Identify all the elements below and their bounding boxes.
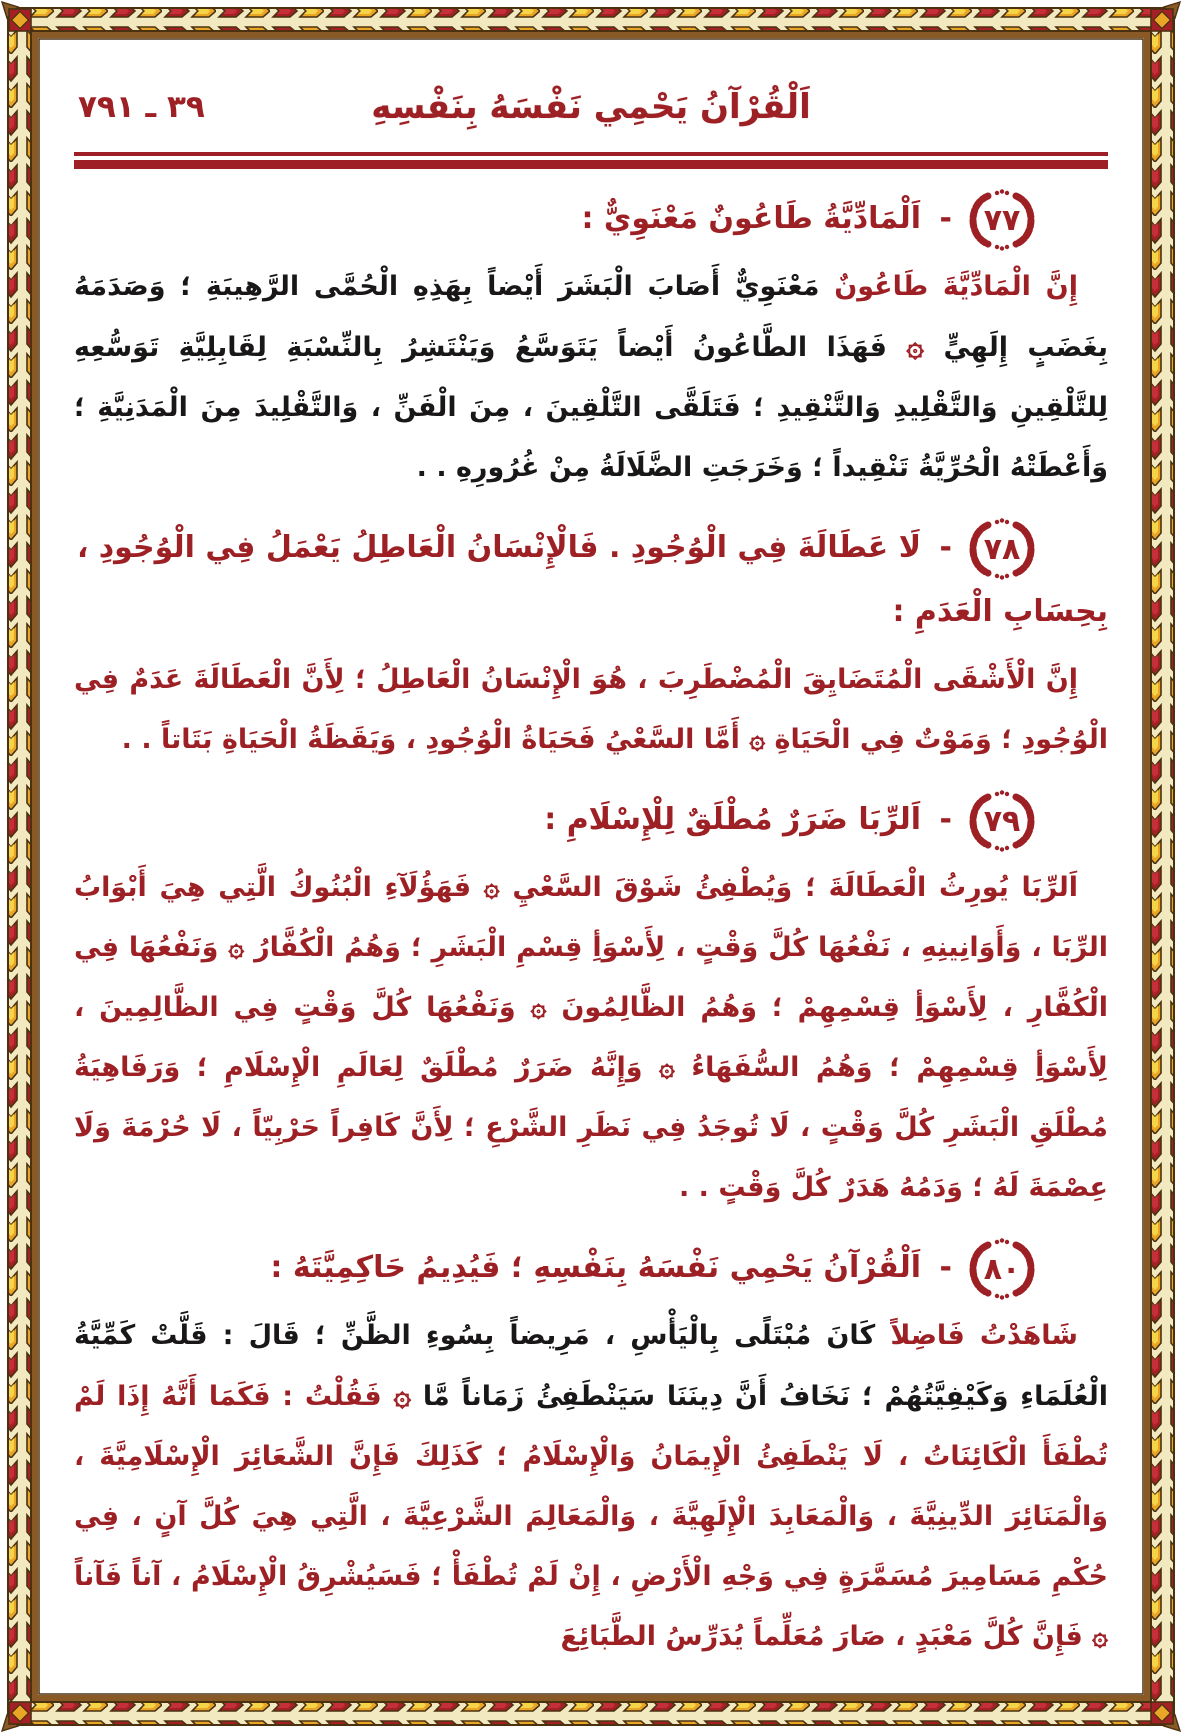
- paragraph: [74, 650, 1108, 770]
- section-79: [74, 788, 1108, 1218]
- page-numbers: ٣٩ ـ ٧٩١: [78, 89, 205, 125]
- page-content: [42, 42, 1140, 1691]
- section-number-medallion: [960, 189, 1044, 251]
- page-title: اَلْقُرْآنُ يَحْمِي نَفْسَهُ بِنَفْسِهِ: [371, 87, 811, 127]
- section-heading: [74, 788, 1108, 852]
- text-run-red: إِنَّ الْأَشْقَى الْمُتَضَايِقَ الْمُضْطَرِبَ ، هُوَ الْإِنْسَانُ الْعَاطِلُ ؛ لِأَنَّ الْعَطَالَةَ عَدَمٌ فِي الْوُجُودِ ؛ وَمَوْتٌ فِي الْحَيَاةِ ۞ أَمَّا السَّعْيُ فَحَيَاةُ الْوُجُودِ ، وَيَقَظَةُ الْحَيَاةِ بَتَاتاً . .: [74, 664, 1108, 755]
- paragraph: [74, 858, 1108, 1218]
- section-number-medallion: [960, 518, 1044, 580]
- paragraph: [74, 1306, 1108, 1667]
- section-number: ٧٨: [983, 531, 1021, 567]
- flower-ornament-icon: ۞: [393, 1378, 412, 1413]
- section-80: [74, 1236, 1108, 1667]
- section-number: ٧٩: [983, 803, 1021, 839]
- heading-text: اَلْمَادِّيَّةُ طَاعُونٌ مَعْنَوِيٌّ :: [581, 201, 922, 236]
- section-heading: [74, 187, 1108, 251]
- text-run-red: إِنَّ الْمَادِّيَّةَ طَاعُونٌ: [819, 271, 1078, 302]
- text-run-red: فَقُلْتُ : فَكَمَا أَنَّهُ إِذَا لَمْ تُطْفَأَ الْكَائِنَاتُ ، لَا يَنْطَفِئُ الْإِيمَانُ وَالْإِسْلَامُ ؛ كَذَلِكَ فَإِنَّ الشَّعَائِرَ الْإِسْلَامِيَّةَ ، وَالْمَنَائِرَ الدِّينِيَّةَ ، وَالْمَعَابِدَ الْإِلَهِيَّةَ ، وَالْمَعَالِمَ الشَّرْعِيَّةَ ، الَّتِي هِيَ كُلَّ آنٍ ، فِي حُكْمِ مَسَامِيرَ مُسَمَّرَةٍ فِي وَجْهِ الْأَرْضِ ، إِنْ لَمْ تُطْفَأْ ؛ فَسَيُشْرِقُ الْإِسْلَامُ ، آناً فَآناً ۞ فَإِنَّ كُلَّ مَعْبَدٍ ، صَارَ مُعَلِّماً يُدَرِّسُ الطَّبَائِعَ: [74, 1381, 1108, 1652]
- section-number-medallion: [960, 1238, 1044, 1300]
- section-77: [74, 187, 1108, 498]
- section-heading: [74, 1236, 1108, 1300]
- section-78: [74, 516, 1108, 770]
- section-number: ٧٧: [983, 202, 1021, 238]
- text-run-red: اَلرِّبَا يُورِثُ الْعَطَالَةَ ؛ وَيُطْفِئُ شَوْقَ السَّعْيِ ۞ فَهَؤُلَآءِ الْبُنُوكُ الَّتِي هِيَ أَبْوَابُ الرِّبَا ، وَأَوَانِينِهِ ، نَفْعُهَا كُلَّ وَقْتٍ ، لِأَسْوَأِ قِسْمِ الْبَشَرِ ؛ وَهُمُ الْكُفَّارُ ۞ وَنَفْعُهَا فِي الْكُفَّارِ ، لِأَسْوَأِ قِسْمِهِمْ ؛ وَهُمُ الظَّالِمُونَ ۞ وَنَفْعُهَا كُلَّ وَقْتٍ فِي الظَّالِمِينَ ، لِأَسْوَأِ قِسْمِهِمْ ؛ وَهُمُ السُّفَهَاءُ ۞ وَإِنَّهُ ضَرَرٌ مُطْلَقٌ لِعَالَمِ الْإِسْلَامِ ؛ وَرَفَاهِيَةُ مُطْلَقِ الْبَشَرِ كُلَّ وَقْتٍ ، لَا تُوجَدُ فِي نَظَرِ الشَّرْعِ ؛ لِأَنَّ كَافِراً حَرْبِيّاً ، لَا حُرْمَةَ وَلَا عِصْمَةَ لَهُ ؛ وَدَمُهُ هَدَرٌ كُلَّ وَقْتٍ . .: [74, 872, 1108, 1203]
- text-run-black: مَعْنَوِيٌّ أَصَابَ الْبَشَرَ أَيْضاً بِهَذِهِ الْحُمَّى الرَّهِيبَةِ ؛ وَصَدَمَهُ بِغَضَبٍ إِلَهِيٍّ: [74, 271, 1108, 363]
- header-rule-thin: [74, 152, 1108, 156]
- text-run-black: فَهَذَا الطَّاعُونُ أَيْضاً يَتَوَسَّعُ وَيَنْتَشِرُ بِالنِّسْبَةِ لِقَابِلِيَّةِ تَوَسُّعِهِ لِلتَّلْقِينِ وَالتَّقْلِيدِ وَالتَّنْقِيدِ ؛ فَتَلَقَّى التَّلْقِينَ ، مِنَ الْفَنِّ ، وَالتَّقْلِيدَ مِنَ الْمَدَنِيَّةِ ؛ وَأَعْطَتْهُ الْحُرِّيَّةُ تَنْقِيداً ؛ وَخَرَجَتِ الضَّلَالَةُ مِنْ غُرُورِهِ . .: [74, 332, 1108, 483]
- section-heading: [74, 516, 1108, 644]
- heading-dash: -: [939, 802, 952, 837]
- heading-dash: -: [939, 1250, 952, 1285]
- page-header: [74, 72, 1108, 142]
- heading-dash: -: [939, 201, 952, 236]
- text-run-black: كَانَ مُبْتَلًى بِالْيَأْسِ ، مَرِيضاً بِسُوءِ الظَّنِّ ؛ قَالَ : قَلَّتْ كَمِّيَّةُ الْعُلَمَاءِ وَكَيْفِيَّتُهُمْ ؛ نَخَافُ أَنَّ دِينَنَا سَيَنْطَفِئُ زَمَاناً مَّا: [74, 1320, 1108, 1412]
- heading-text: اَلرِّبَا ضَرَرٌ مُطْلَقٌ لِلْإِسْلَامِ :: [544, 802, 922, 837]
- heading-text: لَا عَطَالَةَ فِي الْوُجُودِ . فَالْإِنْسَانُ الْعَاطِلُ يَعْمَلُ فِي الْوُجُودِ ، بِحِسَابِ الْعَدَمِ :: [76, 530, 1108, 629]
- flower-ornament-icon: ۞: [906, 329, 924, 364]
- section-number: ٨٠: [983, 1251, 1021, 1287]
- heading-dash: -: [939, 530, 952, 565]
- heading-text: اَلْقُرْآنُ يَحْمِي نَفْسَهُ بِنَفْسِهِ ؛ فَيُدِيمُ حَاكِمِيَّتَهُ :: [270, 1250, 922, 1285]
- paragraph: [74, 257, 1108, 498]
- header-rule-thick: [74, 160, 1108, 169]
- section-number-medallion: [960, 790, 1044, 852]
- text-run-red: شَاهَدْتُ فَاضِلاً: [875, 1320, 1078, 1351]
